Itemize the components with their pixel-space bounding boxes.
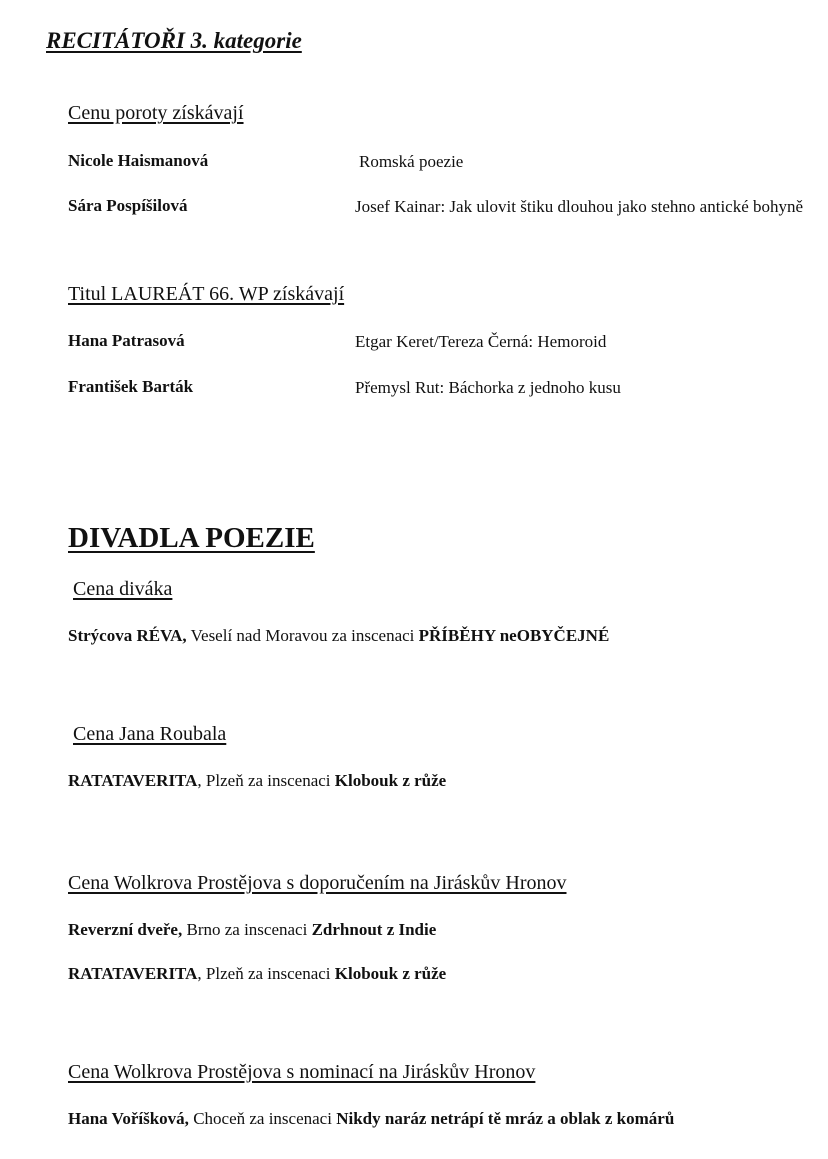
group-name: RATATAVERITA: [68, 964, 198, 983]
section-title-recitators: RECITÁTOŘI 3. kategorie: [46, 28, 302, 53]
award-location: , Plzeň za inscenaci: [197, 964, 335, 983]
winner-work: Romská poezie: [359, 152, 464, 171]
award-line: [68, 1109, 674, 1129]
group-name: RATATAVERITA: [68, 771, 198, 790]
laureate-name: Hana Patrasová: [68, 331, 185, 350]
heading-nomination: Cena Wolkrova Prostějova s nominací na Jiráskův Hronov: [68, 1061, 536, 1083]
award-location: , Plzeň za inscenaci: [197, 771, 335, 790]
award-location: Veselí nad Moravou za inscenaci: [186, 626, 419, 645]
heading-laureate: Titul LAUREÁT 66. WP získávají: [68, 283, 345, 305]
award-location: Choceň za inscenaci: [188, 1109, 337, 1128]
section-title-theatres: DIVADLA POEZIE: [68, 522, 315, 554]
award-location: Brno za inscenaci: [182, 920, 312, 939]
laureate-work: Přemysl Rut: Báchorka z jednoho kusu: [355, 378, 621, 397]
award-line: [68, 626, 609, 646]
heading-audience-prize: Cena diváka: [73, 578, 173, 600]
production-title: Klobouk z růže: [334, 771, 447, 790]
laureate-work: Etgar Keret/Tereza Černá: Hemoroid: [355, 332, 607, 351]
award-line: [68, 920, 436, 940]
group-name: Strýcova RÉVA,: [68, 626, 187, 645]
award-line: [68, 771, 446, 791]
production-title: Nikdy naráz netrápí tě mráz a oblak z komárů: [336, 1109, 675, 1128]
heading-roubal-prize: Cena Jana Roubala: [73, 723, 227, 745]
production-title: PŘÍBĚHY neOBYČEJNÉ: [418, 626, 610, 645]
heading-jury-prize: Cenu poroty získávají: [68, 102, 244, 124]
production-title: Zdrhnout z Indie: [311, 920, 437, 939]
heading-recommendation: Cena Wolkrova Prostějova s doporučením na Jiráskův Hronov: [68, 872, 567, 894]
production-title: Klobouk z růže: [334, 964, 447, 983]
group-name: Hana Voříšková,: [68, 1109, 189, 1128]
group-name: Reverzní dveře,: [68, 920, 183, 939]
winner-name: Nicole Haismanová: [68, 151, 209, 170]
laureate-name: František Barták: [68, 377, 194, 396]
award-line: [68, 964, 446, 984]
winner-work: Josef Kainar: Jak ulovit štiku dlouhou jako stehno antické bohyně: [355, 197, 804, 216]
winner-name: Sára Pospíšilová: [68, 196, 188, 215]
